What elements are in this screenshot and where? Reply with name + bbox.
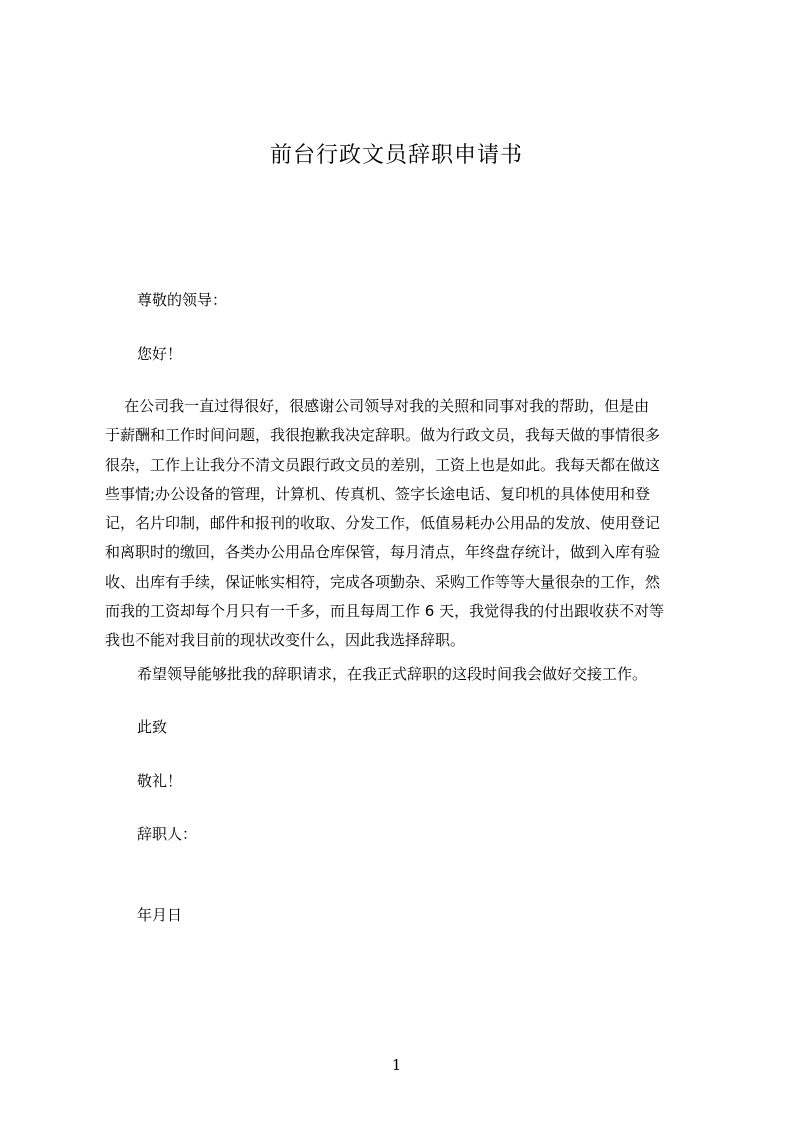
body-line: 收、出库有手续，保证帐实相符，完成各项勤杂、采购工作等等大量很杂的工作，然 [105,572,661,591]
document-title: 前台行政文员辞职申请书 [269,143,523,168]
body-line: 些事情;办公设备的管理，计算机、传真机、签字长途电话、复印机的具体使用和登 [105,484,651,503]
body-line: 我也不能对我目前的现状改变什么，因此我选择辞职。 [105,631,466,650]
body-line: 很杂，工作上让我分不清文员跟行政文员的差别，工资上也是如此。我每天都在做这 [105,455,661,474]
body-line: 而我的工资却每个月只有一千多，而且每周工作 6 天，我觉得我的付出跟收获不对等 [105,602,665,621]
request-paragraph: 希望领导能够批我的辞职请求，在我正式辞职的这段时间我会做好交接工作。 [137,665,648,683]
date-label: 年月日 [137,906,183,924]
salutation: 尊敬的领导： [137,291,228,309]
body-line: 在公司我一直过得很好，很感谢公司领导对我的关照和同事对我的帮助，但是由 [105,397,650,415]
greeting: 您好！ [137,345,183,363]
body-line: 记，名片印制，邮件和报刊的收取、分发工作，低值易耗办公用品的发放、使用登记 [105,514,661,533]
page-number: 1 [391,1056,402,1074]
body-line: 于薪酬和工作时间问题，我很抱歉我决定辞职。做为行政文员，我每天做的事情很多 [105,426,661,445]
body-line: 和离职时的缴回，各类办公用品仓库保管，每月清点，年终盘存统计，做到入库有验 [105,543,661,562]
body-paragraph [105,395,701,659]
signer-label: 辞职人： [137,825,198,843]
regards: 敬礼！ [137,772,183,790]
closing: 此致 [137,718,168,736]
